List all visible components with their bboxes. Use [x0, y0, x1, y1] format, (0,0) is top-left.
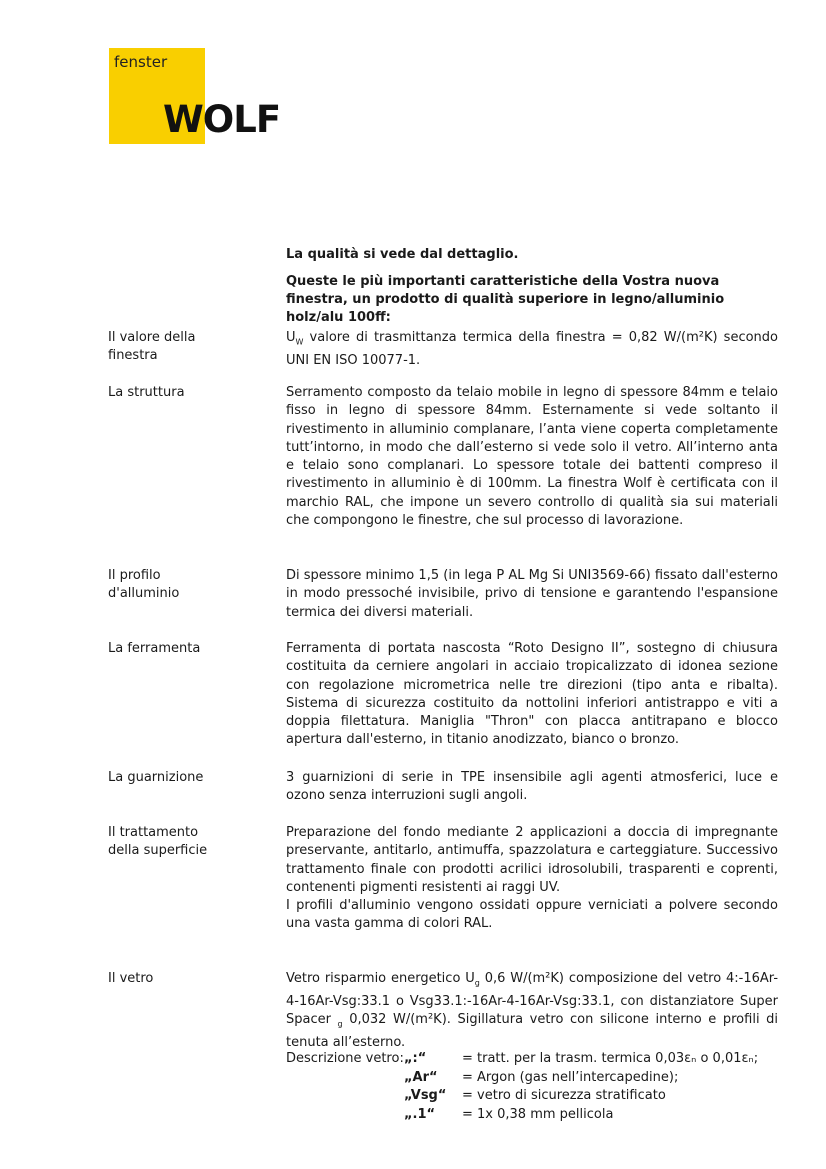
desc-row — [286, 1050, 786, 1069]
section-label: La ferramenta — [108, 641, 201, 656]
subscript: g — [474, 978, 480, 988]
section-text — [286, 824, 778, 934]
desc-value: = 1x 0,38 mm pellicola — [462, 1106, 614, 1122]
desc-row — [286, 1087, 786, 1106]
desc-value: = Argon (gas nell’intercapedine); — [462, 1069, 679, 1085]
section-text: 3 guarnizioni di serie in TPE insensibile agli agenti atmosferici, luce e ozono senza interruzioni sugli angoli. — [286, 770, 778, 804]
section-label: Il trattamento della superficie — [108, 825, 208, 858]
desc-key — [404, 1050, 462, 1069]
desc-value: = tratt. per la trasm. termica 0,03εₙ o 0,01εₙ; — [462, 1051, 759, 1066]
logo-wolf-text: WOLF — [163, 98, 281, 141]
value-text: valore di trasmittanza termica della finestra = 0,82 W/(m²K) secondo UNI EN ISO 10077-1. — [286, 330, 778, 368]
section-text — [286, 970, 778, 1052]
desc-key-text: „Vsg“ — [404, 1088, 447, 1103]
intro-subheading: Queste le più importanti caratteristiche della Vostra nuova finestra, un prodotto di qualità superiore in legno/alluminio holz/alu 100ff: — [286, 274, 725, 325]
section-text: Ferramenta di portata nascosta “Roto Designo II”, sostegno di chiusura costituita da cerniere angolari in acciaio tropicalizzato di idonea sezione con regolazione micrometrica nelle tre direzioni (tipo anta e ribalta). Sistema di sicurezza costituito da nottolini inferiori antistrappo e viti a doppia filettatura. Maniglia "Thron" con placca antitrapano e blocco apertura dall'esterno, in titanio anodizzato, bianco o bronzo. — [286, 641, 778, 748]
section-paragraph: Preparazione del fondo mediante 2 applicazioni a doccia di impregnante preservante, antitarlo, antimuffa, spazzolatura e carteggiature. Successivo trattamento finale con prodotti acrilici idrosolubili, trasparenti e coprenti, contenenti pigmenti resistenti ai raggi UV. — [286, 825, 778, 895]
desc-value: = vetro di sicurezza stratificato — [462, 1088, 666, 1103]
desc-lead-spacer — [286, 1087, 404, 1106]
section-label: Il vetro — [108, 971, 154, 986]
section-text: Di spessore minimo 1,5 (in lega P AL Mg Si UNI3569-66) fissato dall'esterno in modo pressoché invisibile, privo di tensione e garantendo l'espansione termica dei diversi materiali. — [286, 568, 778, 620]
desc-row — [286, 1069, 786, 1088]
desc-key — [404, 1069, 462, 1088]
desc-row — [286, 1106, 786, 1125]
company-logo — [109, 48, 281, 144]
section-text — [286, 329, 778, 370]
u-symbol: U — [286, 330, 296, 345]
subscript: g — [337, 1019, 343, 1029]
glass-description — [286, 1050, 786, 1124]
desc-lead: Descrizione vetro: — [286, 1051, 404, 1066]
section-label: Il profilo d'alluminio — [108, 568, 180, 601]
u-subscript: W — [295, 337, 304, 347]
text-part: 0,032 W/(m²K). Sigillatura vetro con silicone interno e profili di tenuta all’esterno. — [286, 1012, 778, 1051]
desc-key — [404, 1106, 462, 1125]
section-label: La guarnizione — [108, 770, 204, 785]
intro — [286, 246, 778, 336]
desc-key — [404, 1087, 462, 1106]
text-part: 0,6 W/(m²K) composizione del vetro 4:-16Ar-4-16Ar-Vsg:33.1 o Vsg33.1:-16Ar-4-16Ar-Vsg:33.1, con distanziatore Super Spacer — [286, 971, 779, 1028]
logo-fenster-text: fenster — [114, 53, 168, 71]
section-paragraph: I profili d'alluminio vengono ossidati oppure verniciati a polvere secondo una vasta gamma di colori RAL. — [286, 898, 778, 932]
section-label: La struttura — [108, 385, 185, 400]
desc-key-text: „.1“ — [404, 1106, 436, 1122]
desc-key-text: „Ar“ — [404, 1069, 438, 1085]
section-label: Il valore della finestra — [108, 330, 196, 363]
section-text: Serramento composto da telaio mobile in legno di spessore 84mm e telaio fisso in legno di spessore 84mm. Esternamente si vede soltanto il rivestimento in alluminio complanare, l’anta viene coperta completamente tutt’intorno, in modo che dall’esterno si vede solo il vetro. All’interno anta e telaio sono complanari. Lo spessore totale dei battenti compreso il rivestimento in alluminio è di 100mm. La finestra Wolf è certificata con il marchio RAL, che impone un severo controllo di qualità sia sui materiali che compongono le finestre, che sul processo di lavorazione. — [286, 385, 778, 529]
intro-heading: La qualità si vede dal dettaglio. — [286, 247, 519, 262]
desc-lead-spacer — [286, 1069, 404, 1088]
desc-lead-spacer — [286, 1106, 404, 1125]
text-part: Vetro risparmio energetico U — [286, 971, 475, 986]
desc-key-text: „:“ — [404, 1051, 427, 1066]
